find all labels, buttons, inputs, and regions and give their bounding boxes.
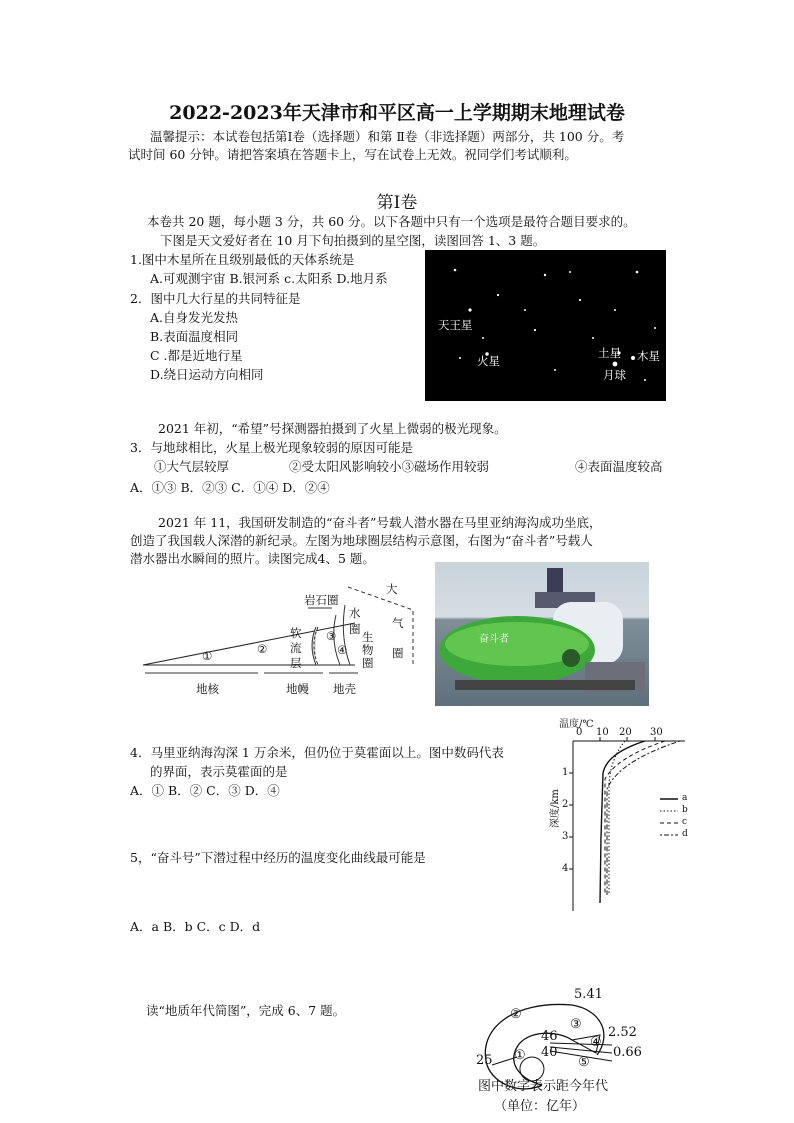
q13-intro: 下图是天文爱好者在 10 月下旬拍摄到的星空图，读图回答 1、3 题。 xyxy=(160,233,546,248)
label-jupiter: 木星 xyxy=(637,349,660,363)
geologic-time-chart xyxy=(472,985,647,1120)
label-atmosphere-2: 气 xyxy=(392,616,404,630)
label-hydrosphere-2: 圈 xyxy=(349,622,361,636)
q1-stem: 1.图中木星所在且级别最低的天体系统是 xyxy=(130,252,355,267)
section-heading: 第Ⅰ卷 xyxy=(376,193,418,213)
label-mantle: 地幔 xyxy=(286,682,309,696)
age-2-52: 2.52 xyxy=(608,1025,637,1040)
q4-stem-1: 4．马里亚纳海沟深 1 万余米，但仍位于莫霍面以上。图中数码代表 xyxy=(130,745,504,760)
legend-a: a xyxy=(682,793,688,803)
q2-option-d: D.绕日运动方向相同 xyxy=(150,367,264,382)
era-1: ① xyxy=(514,1048,526,1063)
q2-option-b: B.表面温度相同 xyxy=(150,329,239,344)
xtick-10: 10 xyxy=(596,727,609,738)
q45-intro-3: 潜水器出水瞬间的照片。读图完成4、5 题。 xyxy=(130,551,375,566)
era-5: ⑤ xyxy=(578,1055,590,1070)
era-4: ④ xyxy=(590,1035,602,1050)
label-crust: 地壳 xyxy=(333,682,356,696)
temp-chart-ylabel: 深度/km xyxy=(550,789,561,828)
q2-option-c: C .都是近地行星 xyxy=(150,348,243,363)
temperature-depth-chart xyxy=(545,713,690,913)
label-biosphere-2: 物 xyxy=(362,643,374,657)
q67-intro: 读“地质年代简图”，完成 6、7 题。 xyxy=(146,1003,346,1018)
geo-caption-2: （单位：亿年） xyxy=(494,1099,586,1114)
q3-choice-1: ①大气层较厚 xyxy=(154,459,230,474)
label-uranus: 天王星 xyxy=(438,318,473,332)
era-2: ② xyxy=(510,1007,522,1022)
label-core: 地核 xyxy=(196,682,219,696)
ytick-1: 1 xyxy=(562,767,569,778)
label-asthenosphere-1: 软 xyxy=(290,626,302,640)
ytick-3: 3 xyxy=(562,831,569,842)
label-asthenosphere-2: 流 xyxy=(290,641,302,655)
submersible-photo xyxy=(435,562,649,706)
ytick-2: 2 xyxy=(562,799,569,810)
boundary-3: ③ xyxy=(326,629,337,643)
age-46: 46 xyxy=(541,1029,558,1044)
legend-d: d xyxy=(682,829,688,839)
label-biosphere-1: 生 xyxy=(362,630,374,644)
temp-chart-title: 温度/℃ xyxy=(559,719,594,730)
q5-stem: 5，“奋斗号”下潜过程中经历的温度变化曲线最可能是 xyxy=(130,850,426,865)
q2-option-a: A.自身发光发热 xyxy=(150,310,239,325)
label-biosphere-3: 圈 xyxy=(362,656,374,670)
q3-choice-2-3: ②受太阳风影响较小③磁场作用较弱 xyxy=(289,459,490,474)
legend-c: c xyxy=(682,817,688,827)
q45-intro-2: 创造了我国载人深潜的新纪录。左图为地球圈层结构示意图，右图为“奋斗者”号载人 xyxy=(130,533,593,548)
q3-intro: 2021 年初，“希望”号探测器拍摄到了火星上微弱的极光现象。 xyxy=(158,421,507,436)
q3-stem: 3．与地球相比，火星上极光现象较弱的原因可能是 xyxy=(130,440,413,455)
q4-options: A．① B．② C．③ D．④ xyxy=(130,783,280,798)
xtick-30: 30 xyxy=(650,727,663,738)
xtick-0: 0 xyxy=(576,727,583,738)
label-atmosphere-1: 大 xyxy=(386,582,398,596)
q2-stem: 2．图中几大行星的共同特征是 xyxy=(130,291,301,306)
xtick-20: 20 xyxy=(619,727,632,738)
label-mars: 火星 xyxy=(477,354,500,368)
section-intro: 本卷共 20 题，每小题 3 分，共 60 分。以下各题中只有一个选项是最符合题目要求的。 xyxy=(147,214,636,229)
label-lithosphere: 岩石圈 xyxy=(304,593,339,607)
tips-line-1: 温馨提示：本试卷包括第Ⅰ卷（选择题）和第 Ⅱ卷（非选择题）两部分，共 100 分。考 xyxy=(150,129,625,144)
age-5-41: 5.41 xyxy=(574,987,603,1002)
q45-intro-1: 2021 年 11，我国研发制造的“奋斗者”号载人潜水器在马里亚纳海沟成功坐底， xyxy=(158,515,602,530)
earth-layers-diagram xyxy=(140,565,418,700)
age-0-66: 0.66 xyxy=(613,1045,642,1060)
q1-options: A.可观测宇宙 B.银河系 c.太阳系 D.地月系 xyxy=(150,271,388,286)
label-saturn: 土星 xyxy=(598,346,621,360)
tips-line-2: 试时间 60 分钟。请把答案填在答题卡上，写在试卷上无效。祝同学们考试顺利。 xyxy=(128,147,577,162)
boundary-2: ② xyxy=(257,642,268,656)
boundary-4: ④ xyxy=(337,643,348,657)
boundary-1: ① xyxy=(202,649,213,663)
hull-lettering: 奋斗者 xyxy=(479,634,509,645)
legend-b: b xyxy=(682,805,688,815)
age-40: 40 xyxy=(541,1045,558,1060)
label-asthenosphere-3: 层 xyxy=(290,656,302,670)
ytick-4: 4 xyxy=(562,863,569,874)
exam-title: 2022-2023年天津市和平区高一上学期期末地理试卷 xyxy=(169,102,625,124)
age-25: 25 xyxy=(476,1053,493,1068)
q3-options: A．①③ B．②③ C．①④ D．②④ xyxy=(130,480,330,495)
label-hydrosphere-1: 水 xyxy=(349,606,361,620)
label-atmosphere-3: 圈 xyxy=(392,646,404,660)
geo-caption-1: 图中数字表示距今年代 xyxy=(478,1079,609,1094)
star-chart xyxy=(425,250,666,401)
q3-choice-4: ④表面温度较高 xyxy=(575,459,663,474)
label-moon: 月球 xyxy=(603,368,626,382)
q4-stem-2: 的界面，表示莫霍面的是 xyxy=(150,764,288,779)
q5-options: A．a B．b C．c D．d xyxy=(130,919,261,934)
era-3: ③ xyxy=(570,1017,582,1032)
